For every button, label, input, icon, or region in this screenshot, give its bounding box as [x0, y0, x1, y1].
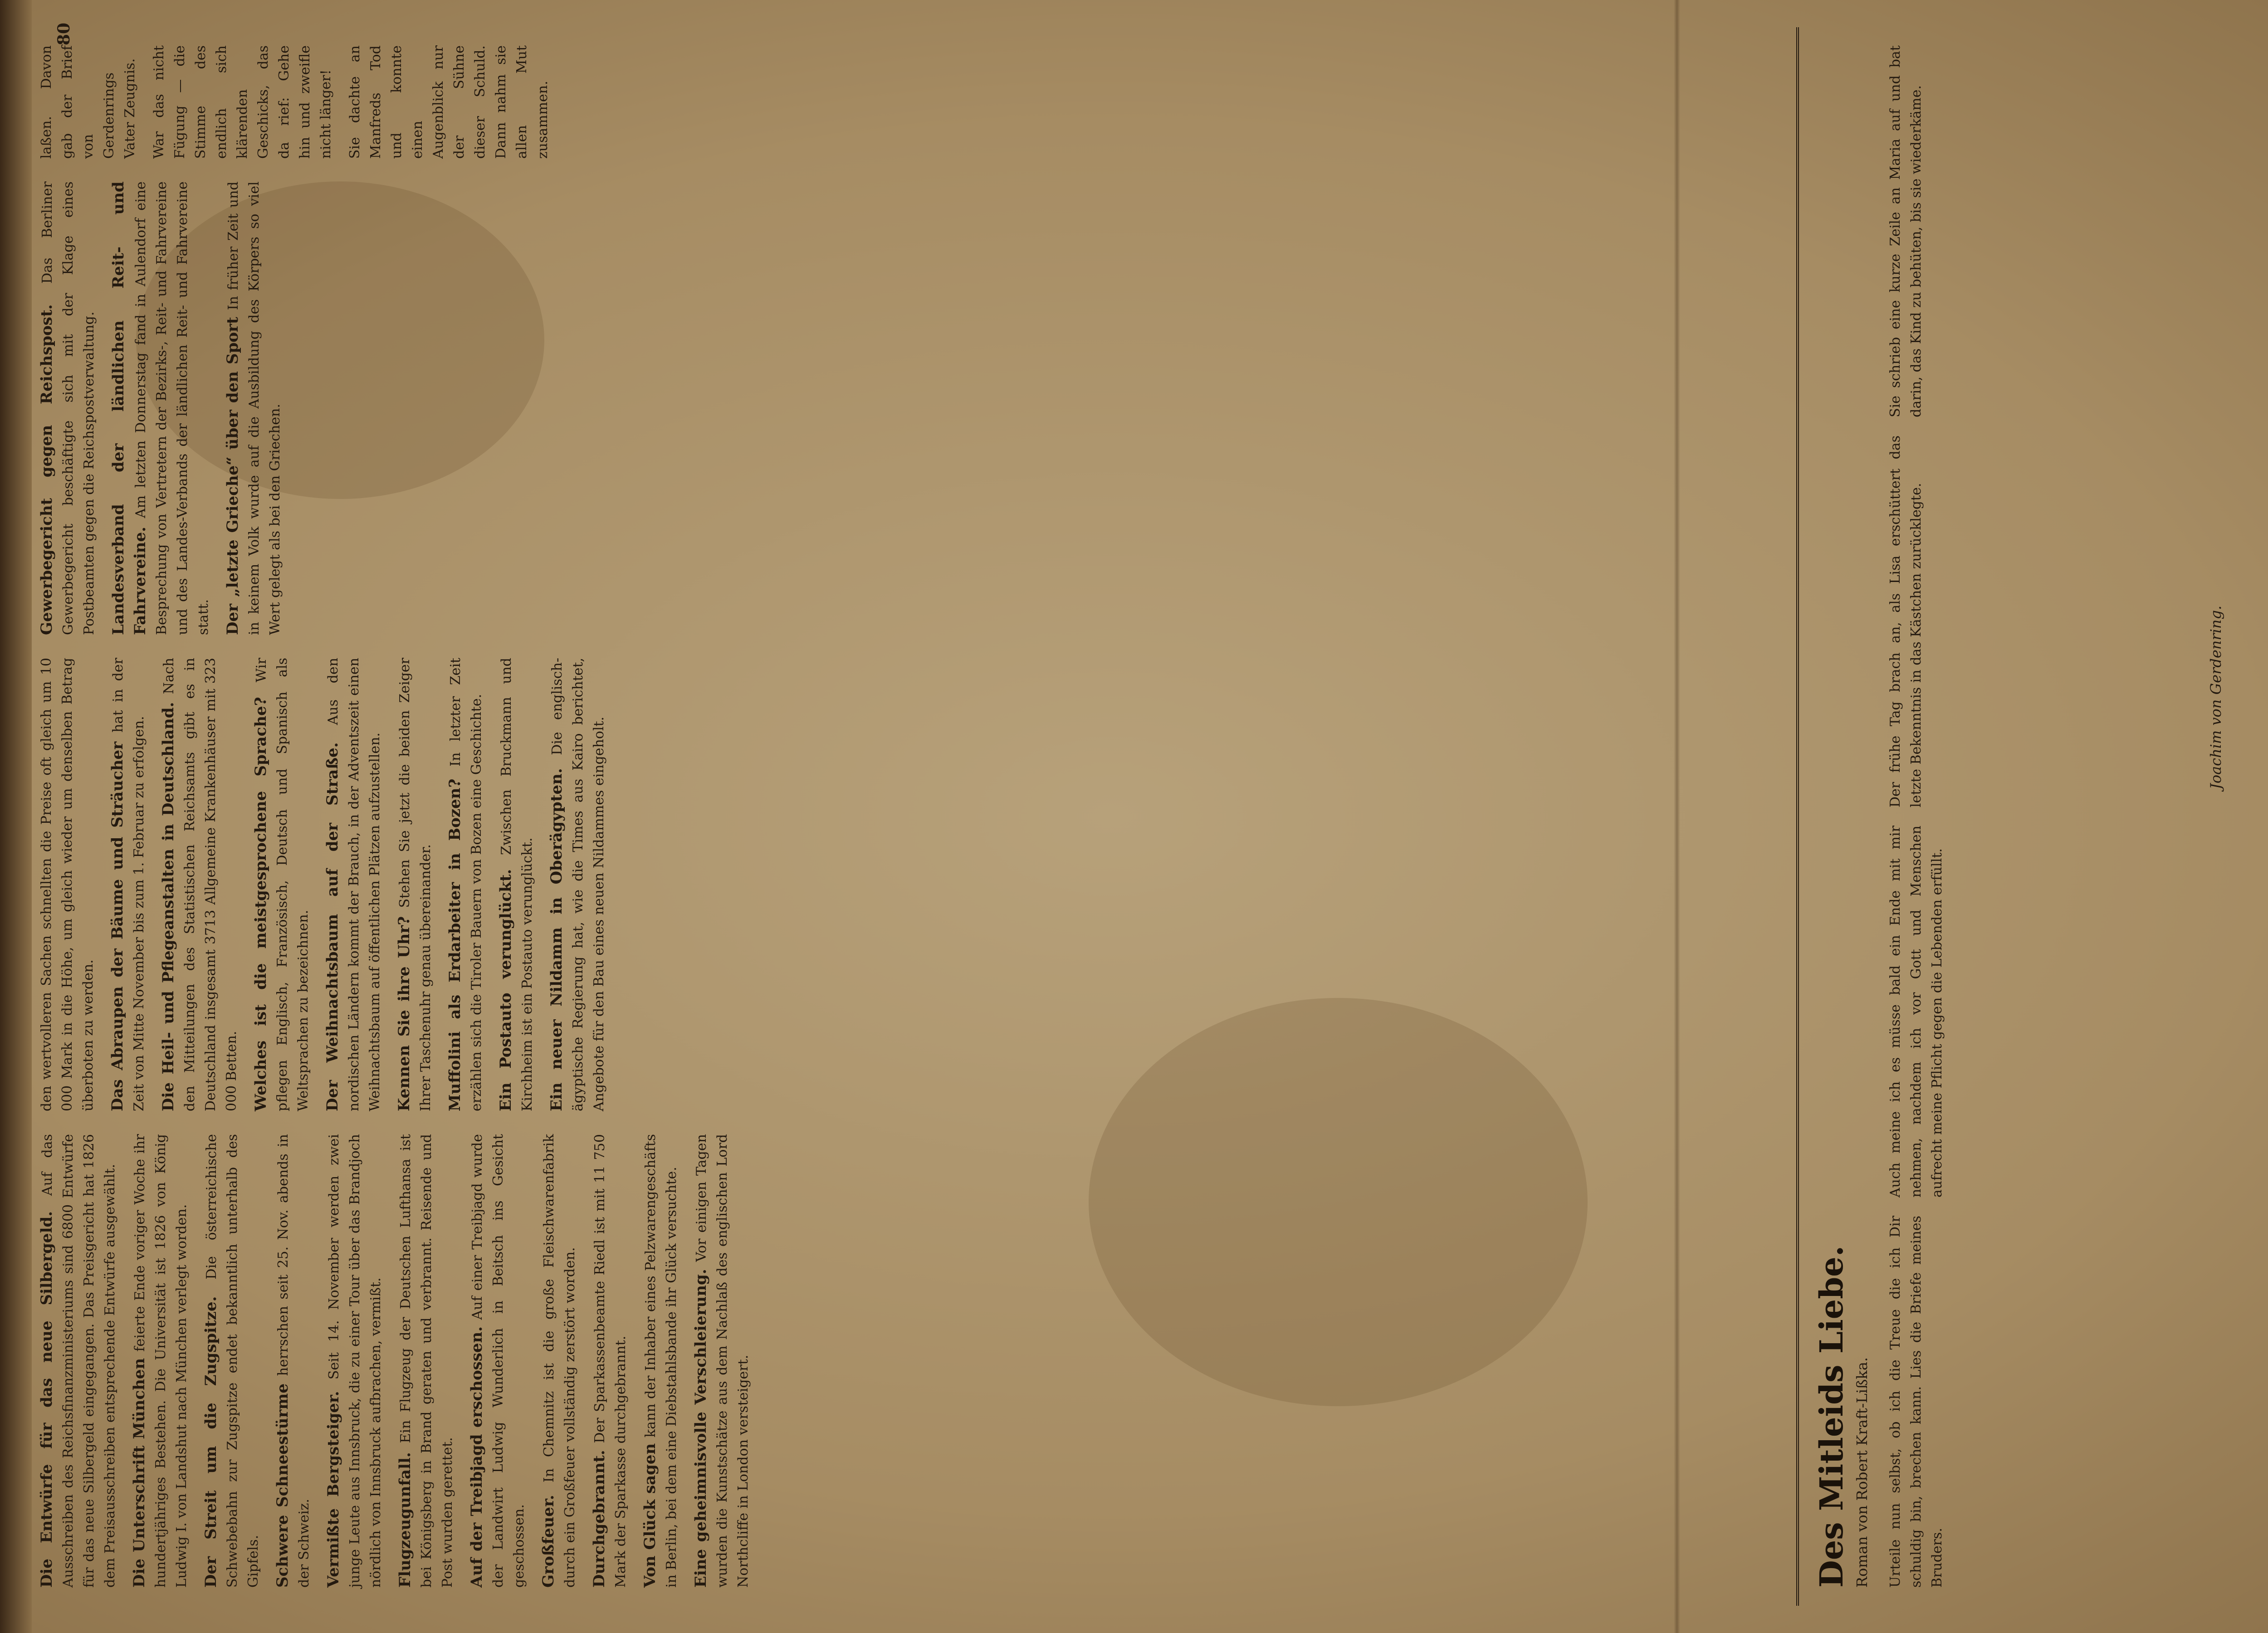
article-body: Aus den nordischen Ländern kommt der Brauch, in der Adventszeit einen Weihnachtsbaum auf öffentlichen Plätzen aufzustellen.	[325, 657, 383, 1111]
article-paragraph	[222, 181, 286, 635]
article-body: Das Berliner Gewerbegericht beschäftigte sich mit der Klage eines Postbeamten gegen die Reichspostverwaltung.	[39, 181, 97, 635]
article-paragraph	[129, 1134, 192, 1588]
article-heading: Auf der Treibjagd erschossen.	[468, 1320, 486, 1588]
article-heading: Der „letzte Grieche“ über den Sport	[224, 310, 242, 635]
article-heading: Ein neuer Nildamm in Oberägypten.	[547, 755, 566, 1111]
feuilleton-column: Urteile nun selbst, ob ich die Treue die ich Dir schuldig bin, brechen kann. Lies die Briefe meines Bruders.	[1887, 1216, 1945, 1588]
article-heading: Schwere Schneestürme	[274, 1376, 292, 1588]
article-heading: Der Streit um die Zugspitze.	[202, 1279, 220, 1588]
article-body: Die englisch-ägyptische Regierung hat, wie die Times aus Kairo berichtet, Angebote für den Bau eines neuen Nildammes eingeholt.	[549, 658, 607, 1111]
article-body: den wertvolleren Sachen schnellten die Preise oft gleich um 10 000 Mark in die Höhe, um gleich wieder um denselben Betrag überboten zu werden.	[39, 658, 96, 1111]
article-body: War das nicht Fügung — die Stimme des endlich sich klärenden Geschicks, das da rief: Gehe hin und zweifle nicht länger!	[151, 45, 334, 159]
feuilleton-column: Sie schrieb eine kurze Zeile an Maria auf und bat darin, das Kind zu behüten, bis sie wiederkäme.	[1887, 45, 1924, 417]
article-heading: Vermißte Bergsteiger.	[324, 1379, 342, 1588]
article-paragraph	[36, 181, 100, 635]
article-heading: Die Entwürfe für das neue Silbergeld.	[38, 1196, 56, 1588]
article-body: hat in der Zeit von Mitte November bis zum 1. Februar zu erfolgen.	[110, 658, 147, 1111]
article-heading: Durchgebrannt.	[590, 1443, 608, 1588]
article-body: Auf das Ausschreiben des Reichsfinanzministeriums sind 6800 Entwürfe für das neue Silbergeld eingegangen. Das Preisgericht hat 1826 dem Preisausschreiben entsprechende Entwürfe ausgewählt.	[39, 1134, 118, 1588]
article-paragraph	[589, 1134, 631, 1588]
article-body: laßen. Davon gab der Brief von Gerdenrings Vater Zeugnis.	[39, 45, 138, 159]
article-paragraph	[149, 45, 337, 159]
article-paragraph	[158, 658, 242, 1111]
feuilleton-section	[1796, 27, 2268, 1606]
article-paragraph	[272, 1134, 315, 1588]
article-body: kann der Inhaber eines Pelzwarengeschäfts in Berlin, bei dem eine Diebstahlsbande ihr Glück versuchte.	[643, 1134, 679, 1588]
article-paragraph	[345, 45, 553, 159]
article-paragraph	[322, 658, 386, 1111]
article-paragraph	[36, 658, 99, 1111]
article-heading: Von Glück sagen	[641, 1437, 659, 1588]
article-heading: Flugzeugunfall.	[396, 1443, 414, 1588]
article-body: In Chemnitz ist die große Fleischwarenfabrik durch ein Großfeuer vollständig zerstört worden.	[541, 1134, 578, 1588]
article-heading: Der Weihnachtsbaum auf der Straße.	[323, 725, 342, 1111]
article-body: Auf einer Treibjagd wurde der Landwirt Ludwig Wunderlich in Beitsch ins Gesicht geschossen.	[469, 1134, 527, 1588]
article-heading: Großfeuer.	[539, 1482, 557, 1588]
article-body: Ein Flugzeug der Deutschen Lufthansa ist bei Königsberg in Brand geraten und verbrannt. Reisende und Post wurden gerettet.	[398, 1134, 455, 1588]
page-left-edge	[0, 0, 32, 1633]
article-body: Wir pflegen Englisch, Französisch, Deutsch und Spanisch als Weltsprachen zu bezeichnen.	[254, 658, 311, 1111]
article-body: Zwischen Bruckmann und Kirchheim ist ein Postauto verunglückt.	[499, 658, 535, 1111]
article-paragraph	[640, 1134, 682, 1588]
article-heading: Das Abraupen der Bäume und Sträucher	[108, 732, 127, 1111]
article-body: In letzter Zeit erzählen sich die Tiroler Bauern von Bozen eine Geschichte.	[448, 658, 484, 1111]
article-paragraph	[466, 1134, 530, 1588]
feuilleton-column: Der frühe Tag brach an, als Lisa erschüttert das letzte Bekenntnis in das Kästchen zurücklegte.	[1887, 435, 1924, 807]
feuilleton-column: Auch meine ich es müsse bald ein Ende mit mir nehmen, nachdem ich vor Gott und Menschen aufrecht meine Pflicht gegen die Lebenden erfüllt.	[1887, 826, 1945, 1198]
article-paragraph	[200, 1134, 264, 1588]
rotated-content	[36, 22, 2268, 1606]
article-paragraph	[538, 1134, 581, 1588]
article-paragraph	[36, 1134, 121, 1588]
article-paragraph	[250, 658, 314, 1111]
article-paragraph	[495, 658, 538, 1111]
article-paragraph	[395, 1134, 458, 1588]
article-paragraph	[546, 658, 610, 1111]
article-paragraph	[394, 658, 436, 1111]
article-paragraph	[690, 1134, 754, 1588]
article-body: Seit 14. November werden zwei junge Leute aus Innsbruck, die zu einer Tour über das Brandjoch nördlich von Innsbruck aufbrachen, vermißt.	[326, 1134, 384, 1588]
article-body: Vor einigen Tagen wurden die Kunstschätze aus dem Nachlaß des englischen Lord Northcliffe in London versteigert.	[694, 1134, 751, 1588]
article-body: Der Sparkassenbeamte Riedl ist mit 11 750 Mark der Sparkasse durchgebrannt.	[592, 1134, 629, 1588]
feuilleton-title: Des Mitleids Liebe.	[1813, 1245, 1850, 1588]
page-number: 80	[54, 22, 73, 45]
article-heading: Muffolini als Erdarbeiter in Bozen?	[446, 766, 464, 1111]
article-paragraph	[323, 1134, 386, 1588]
article-heading: Kennen Sie ihre Uhr?	[395, 908, 413, 1111]
article-heading: Die Unterschrift München	[130, 1351, 148, 1588]
article-paragraph	[107, 658, 150, 1111]
signature-line: Joachim von Gerdenring.	[2207, 605, 2224, 789]
article-body: herrschen seit 25. Nov. abends in der Schweiz.	[275, 1134, 312, 1588]
article-body: Stehen Sie jetzt die beiden Zeiger Ihrer Taschenuhr genau übereinander.	[397, 658, 434, 1111]
article-heading: Eine geheimnisvolle Verschleierung.	[692, 1261, 710, 1588]
article-heading: Welches ist die meistgesprochene Sprache?	[252, 682, 270, 1111]
article-heading: Landesverband der ländlichen Reit- und Fahrvereine.	[109, 181, 149, 635]
article-paragraph	[36, 45, 141, 159]
article-paragraph	[108, 181, 214, 635]
article-heading: Ein Postauto verunglückt.	[497, 855, 515, 1111]
feuilleton-subtitle: Roman von Robert Kraft-Lißka.	[1853, 1357, 1871, 1588]
article-heading: Gewerbegericht gegen Reichspost.	[38, 284, 56, 635]
article-paragraph	[445, 658, 487, 1111]
article-body: feierte Ende voriger Woche ihr hundertjähriges Bestehen. Die Universität ist 1826 von König Ludwig I. von Landshut nach München verlegt worden.	[132, 1134, 190, 1588]
article-heading: Die Heil- und Pflegeanstalten in Deutschland.	[159, 694, 177, 1111]
article-body: Am letzten Donnerstag fand in Aulendorf eine Besprechung von Vertretern der Bezirks-, Reit- und Fahrvereine und des Landes-Verbands der ländlichen Reit- und Fahrvereine statt.	[133, 181, 211, 635]
article-body: Sie dachte an Manfreds Tod und konnte einen Augenblick nur der Sühne dieser Schuld. Dann nahm sie allen Mut zusammen.	[347, 45, 551, 159]
article-body: Die österreichische Schwebebahn zur Zugspitze endet bekanntlich unterhalb des Gipfels.	[204, 1134, 261, 1588]
article-body: In früher Zeit und in keinem Volk wurde auf die Ausbildung des Körpers so viel Wert gelegt als bei den Griechen.	[225, 181, 283, 635]
article-body: Nach den Mitteilungen des Statistischen Reichsamts gibt es in Deutschland insgesamt 3713 Allgemeine Krankenhäuser mit 323 000 Betten.	[161, 658, 240, 1111]
